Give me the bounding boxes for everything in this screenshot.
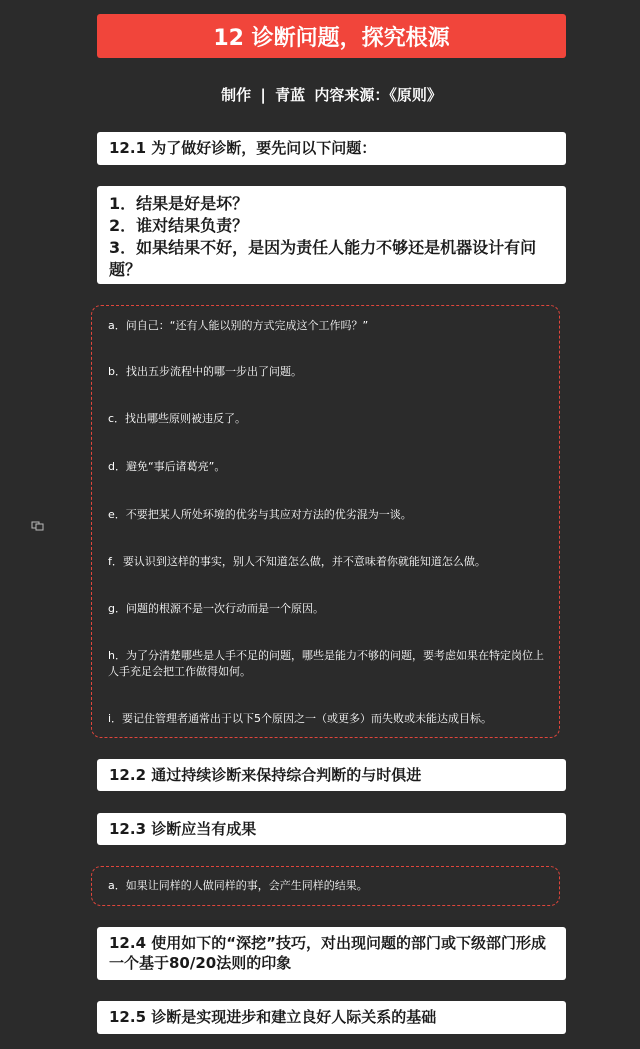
list-item: b．找出五步流程中的哪一步出了问题。 bbox=[108, 365, 302, 378]
diagnosis-questions-card bbox=[97, 186, 566, 284]
diagnosis-tips-list bbox=[91, 305, 560, 738]
list-item: d．避免“事后诸葛亮”。 bbox=[108, 460, 226, 473]
list-item: a．如果让同样的人做同样的事，会产生同样的结果。 bbox=[108, 879, 368, 892]
list-item: e．不要把某人所处环境的优劣与其应对方法的优劣混为一谈。 bbox=[108, 508, 412, 521]
list-item: c．找出哪些原则被违反了。 bbox=[108, 412, 247, 425]
section-12-5-heading: 12.5 诊断是实现进步和建立良好人际关系的基础 bbox=[97, 1001, 566, 1034]
list-item: f．要认识到这样的事实，别人不知道怎么做，并不意味着你就能知道怎么做。 bbox=[108, 555, 486, 568]
section-12-4-heading: 12.4 使用如下的“深挖”技巧，对出现问题的部门或下级部门形成一个基于80/20法则的印象 bbox=[97, 927, 566, 980]
question-2: 2．谁对结果负责？ bbox=[109, 216, 249, 235]
page-title: 12 诊断问题，探究根源 bbox=[97, 14, 566, 58]
source-credit: 制作 | 青蓝 内容来源：《原则》 bbox=[221, 86, 442, 104]
question-1: 1．结果是好是坏？ bbox=[109, 194, 249, 213]
list-item: g．问题的根源不是一次行动而是一个原因。 bbox=[108, 602, 324, 615]
section-12-2-heading: 12.2 通过持续诊断来保持综合判断的与时俱进 bbox=[97, 759, 566, 791]
copy-icon[interactable] bbox=[31, 521, 45, 531]
section-12-1-heading: 12.1 为了做好诊断，要先问以下问题： bbox=[97, 132, 566, 165]
section-12-3-heading: 12.3 诊断应当有成果 bbox=[97, 813, 566, 845]
question-3: 3．如果结果不好，是因为责任人能力不够还是机器设计有问题？ bbox=[109, 238, 537, 279]
list-item: i．要记住管理者通常出于以下5个原因之一（或更多）而失败或未能达成目标。 bbox=[108, 712, 493, 725]
results-tips-list bbox=[91, 866, 560, 906]
list-item: a．问自己：“还有人能以别的方式完成这个工作吗？” bbox=[108, 319, 369, 332]
list-item: h．为了分清楚哪些是人手不足的问题，哪些是能力不够的问题，要考虑如果在特定岗位上人手充足会把工作做得如何。 bbox=[108, 649, 544, 678]
